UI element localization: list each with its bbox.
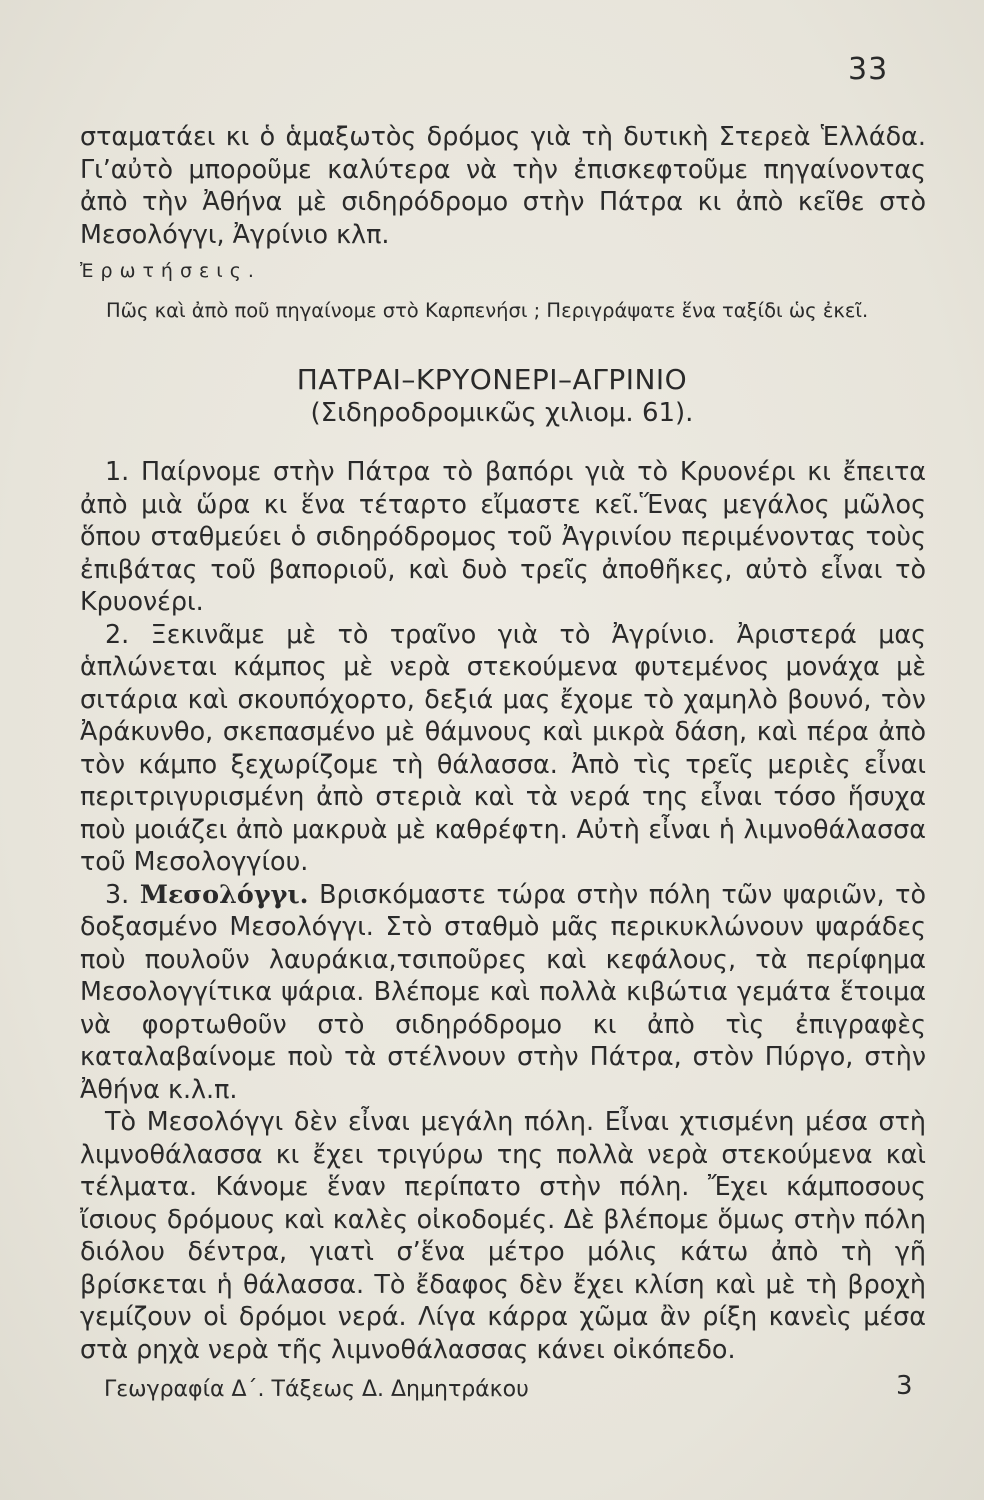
paragraph-3-text: Βρισκόμαστε τώρα στὴν πόλη τῶν ψαριῶν, τὸ δοξασμένο Μεσολόγγι. Στὸ σταθμὸ μᾶς περικυκλώνουν ψαράδες ποὺ πουλοῦν λαυράκια,τσιποῦρες καὶ κεφάλους, τὰ περίφημα Μεσολογγίτικα ψάρια. Βλέπομε καὶ πολλὰ κιβώτια γεμάτα ἕτοιμα νὰ φορτωθοῦν στὸ σιδηρόδρομο κι ἀπὸ τὶς ἐπιγραφὲς καταλαβαίνομε ποὺ τὰ στέλνουν στὴν Πάτρα, στὸν Πύργο, στὴν Ἀθήνα κ.λ.π.: [80, 878, 926, 1104]
intro-text: σταματάει κι ὁ ἁμαξωτὸς δρόμος γιὰ τὴ δυτικὴ Στερεὰ Ἑλλάδα. Γι’αὐτὸ μποροῦμε καλύτερα νὰ τὴν ἐπισκεφτοῦμε πηγαίνοντας ἀπὸ τὴν Ἀθήνα μὲ σιδηρόδρομο στὴν Πάτρα κι ἀπὸ κεῖθε στὸ Μεσολόγγι, Ἀγρίνιο κλπ.: [80, 121, 926, 249]
paragraph-2: 2. Ξεκινᾶμε μὲ τὸ τραῖνο γιὰ τὸ Ἀγρίνιο. Ἀριστερά μας ἁπλώνεται κάμπος μὲ νερὰ στεκούμενα φυτεμένος μονάχα μὲ σιτάρια καὶ σκουπόχορτο, δεξιά μας ἔχομε τὸ χαμηλὸ βουνό, τὸν Ἀράκυνθο, σκεπασμένο μὲ θάμνους καὶ μικρὰ δάση, καὶ πέρα ἀπὸ τὸν κάμπο ξεχωρίζομε τὴ θάλασσα. Ἀπὸ τὶς τρεῖς μεριὲς εἶναι περιτριγυρισμένη ἀπὸ στεριὰ καὶ τὰ νερά της εἶναι τόσο ἥσυχα ποὺ μοιάζει ἀπὸ μακρυὰ μὲ καθρέφτη. Αὐτὴ εἶναι ἡ λιμνοθάλασσα τοῦ Μεσολογγίου.: [80, 618, 926, 876]
section-title: ΠΑΤΡΑΙ–ΚΡΥΟΝΕΡΙ–ΑΓΡΙΝΙΟ: [296, 363, 688, 396]
questions-label: Ἐρωτήσεις.: [80, 260, 261, 282]
paragraph-3-number: 3.: [105, 878, 130, 909]
intro-paragraph: [80, 120, 926, 250]
paragraph-3-heading: Μεσολόγγι.: [139, 878, 309, 909]
paragraph-1: 1. Παίρνομε στὴν Πάτρα τὸ βαπόρι γιὰ τὸ Κρυονέρι κι ἔπειτα ἀπὸ μιὰ ὥρα κι ἕνα τέταρτο εἴμαστε κεῖ.Ἕνας μεγάλος μῶλος ὅπου σταθμεύει ὁ σιδηρόδρομος τοῦ Ἀγρινίου περιμένοντας τοὺς ἐπιβάτας τοῦ βαποριοῦ, καὶ δυὸ τρεῖς ἀποθῆκες, αὐτὸ εἶναι τὸ Κρυονέρι.: [80, 456, 926, 616]
paragraph-4: Τὸ Μεσολόγγι δὲν εἶναι μεγάλη πόλη. Εἶναι χτισμένη μέσα στὴ λιμνοθάλασσα κι ἔχει τριγύρω της πολλὰ νερὰ στεκούμενα καὶ τέλματα. Κάνομε ἕναν περίπατο στὴν πόλη. Ἔχει κάμποσους ἴσιους δρόμους καὶ καλὲς οἰκοδομές. Δὲ βλέπομε ὅμως στὴν πόλη διόλου δέντρα, γιατὶ σ’ἕνα μέτρο μόλις κάτω ἀπὸ τὴ γῆ βρίσκεται ἡ θάλασσα. Τὸ ἔδαφος δὲν ἔχει κλίση καὶ μὲ τὴ βροχὴ γεμίζουν οἱ δρόμοι νερά. Λίγα κάρρα χῶμα ἂν ρίξη κανεὶς μέσα στὰ ρηχὰ νερὰ τῆς λιμνοθάλασσας κάνει οἰκόπεδο.: [80, 1106, 926, 1364]
section-subtitle: (Σιδηροδρομικῶς χιλιομ. 61).: [310, 398, 694, 428]
signature-number: 3: [896, 1371, 913, 1401]
page-number: 33: [848, 52, 889, 87]
body-text: [80, 455, 926, 1365]
paragraph-3: [80, 878, 926, 1106]
question-text: Πῶς καὶ ἀπὸ ποῦ πηγαίνομε στὸ Καρπενήσι ; Περιγράψατε ἕνα ταξίδι ὡς ἐκεῖ.: [106, 299, 869, 322]
footer-text: Γεωγραφία Δ΄. Τάξεως Δ. Δημητράκου: [104, 1377, 529, 1402]
